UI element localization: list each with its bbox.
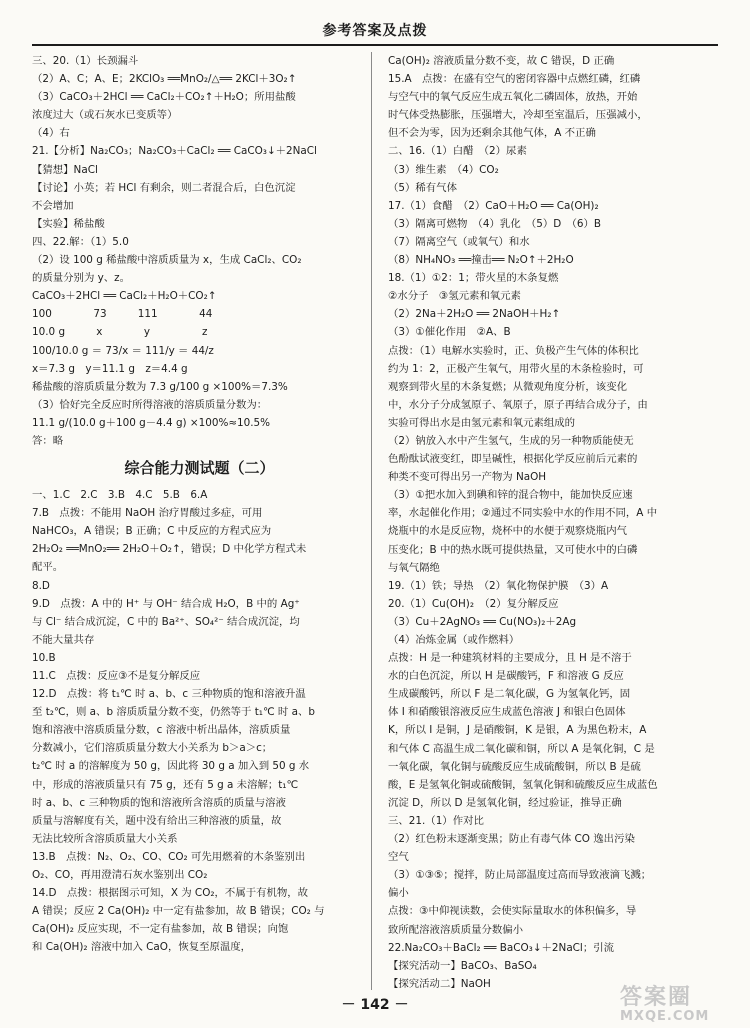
answer-line: t₂℃ 时 a 的溶解度为 50 g，因此将 30 g a 加入到 50 g 水	[32, 760, 310, 773]
answer-line: 分数减小，它们溶质质量分数大小关系为 b＞a＞c；	[32, 742, 273, 755]
answer-line: （3）Cu＋2AgNO₃ ══ Cu(NO₃)₂＋2Ag	[388, 615, 577, 628]
answer-line: （3）恰好完全反应时所得溶液的溶质质量分数为：	[32, 398, 268, 411]
concentration-equation: 稀盐酸的溶质质量分数为 7.3 g/100 g ×100%＝7.3%	[32, 380, 288, 393]
answer-line: （3）隔离可燃物 （4）乳化 （5）D （6）B	[388, 217, 602, 230]
answer-line: 一氧化碳，氧化铜与硫酸反应生成硫酸铜，所以 B 是硫	[388, 760, 641, 773]
answer-line: 色酚酞试液变红，即呈碱性，根据化学反应前后元素的	[388, 453, 638, 466]
answer-line: 不会增加	[32, 199, 74, 212]
answer-line: CaCO₃＋2HCl ══ CaCl₂＋H₂O＋CO₂↑	[32, 290, 217, 303]
answer-line: x＝7.3 g y＝11.1 g z＝4.4 g	[32, 362, 188, 375]
answer-line: 沉淀 D，所以 D 是氢氧化铜，经过验证，推导正确	[388, 796, 622, 809]
answer-line: 20.（1）Cu(OH)₂ （2）复分解反应	[388, 597, 559, 610]
answer-line: （2）红色粉末逐渐变黑；防止有毒气体 CO 逸出污染	[388, 833, 635, 846]
watermark-logo	[620, 986, 736, 1024]
answer-line: 【探究活动二】NaOH	[388, 977, 491, 990]
answer-line: 种类不变可得出另一产物为 NaOH	[388, 471, 547, 484]
answer-line: 10.B	[32, 651, 56, 664]
answer-line: 与空气中的氧气反应生成五氧化二磷固体，放热，开始	[388, 91, 638, 104]
column-divider	[371, 52, 372, 990]
answer-line: 10.0 g x y z	[32, 326, 208, 339]
answer-line: 点拨：（1）电解水实验时，正、负极产生气体的体积比	[388, 344, 639, 357]
answer-line: 空气	[388, 851, 409, 864]
answer-line: 13.B 点拨：N₂、O₂、CO、CO₂ 可先用燃着的木条鉴别出	[32, 850, 306, 863]
answer-line: O₂、CO，再用澄清石灰水鉴别出 CO₂	[32, 869, 208, 882]
answer-line: 生成碳酸钙，所以 F 是二氧化碳，G 为氢氧化钙，固	[388, 688, 631, 701]
answer-line: 【探究活动一】BaCO₃、BaSO₄	[388, 959, 537, 972]
answer-line: （5）稀有气体	[388, 181, 457, 194]
left-column	[32, 52, 367, 957]
answer-line: 的质量分别为 y、z。	[32, 272, 131, 285]
answer-line: 时 a、b、c 三种物质的饱和溶液所含溶质的质量与溶液	[32, 796, 286, 809]
answer-block-a	[32, 52, 367, 342]
page-number: － 142 －	[341, 997, 409, 1013]
answer-line: 致所配溶液溶质质量分数偏小	[388, 923, 524, 936]
answer-line: ②水分子 ③氢元素和氧元素	[388, 290, 521, 303]
answer-line: 无法比较所含溶质质量大小关系	[32, 832, 178, 845]
answer-line: 18.（1）①2：1；带火星的木条复燃	[388, 272, 559, 285]
answer-line: 三、21.（1）作对比	[388, 814, 484, 827]
answer-line: 19.（1）铁；导热 （2）氧化物保护膜 （3）A	[388, 579, 609, 592]
answer-line: 7.B 点拨：不能用 NaOH 治疗胃酸过多症，可用	[32, 507, 263, 520]
answer-line: （4）冶炼金属（或作燃料）	[388, 634, 520, 646]
answer-line: 21.【分析】Na₂CO₃；Na₂CO₃＋CaCl₂ ══ CaCO₃↓＋2NaCl	[32, 145, 317, 158]
answer-line: Ca(OH)₂ 溶液质量分数不变，故 C 错误，D 正确	[388, 55, 615, 67]
watermark-text: 答案圈	[620, 985, 693, 1010]
answer-line: （3）①把水加入到碘和锌的混合物中，能加快反应速	[388, 489, 633, 502]
answer-line: 压变化；B 中的热水既可提供热量，又可使水中的白磷	[388, 543, 638, 556]
answer-line: K，所以 I 是铜，J 是硝酸铜，K 是银，A 为黑色粉末，A	[388, 724, 647, 737]
answer-line: （2）设 100 g 稀盐酸中溶质质量为 x，生成 CaCl₂、CO₂	[32, 254, 302, 267]
answer-line: 100 73 111 44	[32, 308, 213, 321]
answer-line: 一、1.C 2.C 3.B 4.C 5.B 6.A	[32, 489, 208, 502]
answer-line: 8.D	[32, 579, 50, 592]
answer-line: 与 Cl⁻ 结合成沉淀，C 中的 Ba²⁺、SO₄²⁻ 结合成沉淀，均	[32, 615, 300, 628]
answer-line: 饱和溶液中溶质质量分数，c 溶液中析出晶体，溶质质量	[32, 724, 291, 737]
answer-line: （2）钠放入水中产生氢气，生成的另一种物质能使无	[388, 434, 634, 447]
answer-line: 烧瓶中的水是反应物，烧杯中的水便于观察烧瓶内气	[388, 525, 627, 538]
answer-line: 浓度过大（或石灰水已变质等）	[32, 109, 178, 122]
answer-line: 14.D 点拨：根据图示可知，X 为 CO₂，不属于有机物，故	[32, 887, 309, 900]
answer-line: 四、22.解：（1）5.0	[32, 235, 129, 248]
answer-line: 和气体 C 高温生成二氧化碳和铜，所以 A 是氧化铜，C 是	[388, 742, 655, 755]
answer-line: 观察到带火星的木条复燃；从微观角度分析，该变化	[388, 380, 627, 393]
answer-line: 但不会为零，因为还剩余其他气体，A 不正确	[388, 127, 596, 140]
section-title: 综合能力测试题（二）	[124, 459, 275, 478]
answer-block-e	[32, 486, 367, 956]
page-title: 参考答案及点拨	[322, 23, 428, 39]
answer-line: （2）2Na＋2H₂O ══ 2NaOH＋H₂↑	[388, 308, 561, 321]
answer-line: 质量与溶解度有关，题中没有给出三种溶液的质量，故	[32, 814, 282, 827]
answer-line: 配平。	[32, 561, 64, 574]
answer-line: 点拨：H 是一种建筑材料的主要成分，且 H 是不溶于	[388, 652, 632, 665]
answer-line: 【讨论】小英；若 HCl 有剩余，则二者混合后，白色沉淀	[32, 181, 296, 194]
watermark-url: MXQE.COM	[620, 1009, 710, 1024]
answer-line: 中，水分子分成氢原子、氧原子，原子再结合成分子，由	[388, 398, 648, 411]
answer-line: 二、16.（1）白醋 （2）尿素	[388, 145, 527, 158]
answer-line: 体 I 和硝酸银溶液反应生成蓝色溶液 J 和银白色固体	[388, 706, 626, 719]
answer-line: Ca(OH)₂ 反应实现，不一定有盐参加，故 B 错误；向饱	[32, 923, 289, 936]
answer-line: 至 t₂℃，则 a、b 溶质质量分数不变，仍然等于 t₁℃ 时 a、b	[32, 706, 315, 719]
answer-line: （4）右	[32, 127, 70, 140]
answer-line: 率，水起催化作用；②通过不同实验中水的作用不同，A 中	[388, 507, 658, 520]
answer-line: A 错误；反应 2 Ca(OH)₂ 中一定有盐参加，故 B 错误；CO₂ 与	[32, 905, 325, 918]
answer-line: （3）①③⑤；搅拌，防止局部温度过高而导致液滴飞溅；	[388, 869, 652, 882]
answer-line: 约为 1：2，正极产生氧气，用带火星的木条检验时，可	[388, 362, 644, 375]
answer-line: （3）①催化作用 ②A、B	[388, 326, 511, 339]
answer-line: 实验可得出水是由氢元素和氧元素组成的	[388, 416, 576, 429]
page-header	[32, 12, 718, 46]
answer-line: 点拨：③中仰视读数，会使实际量取水的体积偏多，导	[388, 905, 637, 918]
answer-line: （2）A、C；A、E；2KClO₃ ══MnO₂/△══ 2KCl＋3O₂↑	[32, 73, 297, 86]
answer-line: 中，形成的溶液质量只有 75 g，还有 5 g a 未溶解；t₁℃	[32, 778, 299, 791]
answer-line: 【猜想】NaCl	[32, 163, 98, 176]
answer-line: （3）CaCO₃＋2HCl ══ CaCl₂＋CO₂↑＋H₂O；所用盐酸	[32, 91, 296, 104]
right-column	[388, 52, 723, 993]
answer-line: （7）隔离空气（或氧气）和水	[388, 235, 530, 248]
answer-line: 答：略	[32, 434, 64, 447]
answer-line: 22.Na₂CO₃＋BaCl₂ ══ BaCO₃↓＋2NaCl；引流	[388, 941, 614, 954]
answer-line: （3）维生素 （4）CO₂	[388, 163, 499, 176]
answer-line: 15.A 点拨：在盛有空气的密闭容器中点燃红磷，红磷	[388, 73, 641, 86]
answer-line: 水的白色沉淀，所以 H 是碳酸钙，F 和溶液 G 反应	[388, 670, 624, 683]
answer-line: 不能大量共存	[32, 633, 95, 646]
answer-line: 11.C 点拨：反应③不是复分解反应	[32, 670, 201, 682]
answer-line: 和 Ca(OH)₂ 溶液中加入 CaO，恢复至原温度，	[32, 941, 252, 954]
answer-line: 12.D 点拨：将 t₁℃ 时 a、b、c 三种物质的饱和溶液升温	[32, 688, 306, 701]
final-equation: 11.1 g/(10.0 g＋100 g－4.4 g) ×100%≈10.5%	[32, 416, 271, 429]
answer-line: NaHCO₃，A 错误；B 正确；C 中反应的方程式应为	[32, 525, 272, 538]
answer-line: 17.（1）食醋 （2）CaO＋H₂O ══ Ca(OH)₂	[388, 199, 599, 212]
answer-line: 2H₂O₂ ══MnO₂══ 2H₂O＋O₂↑，错误；D 中化学方程式未	[32, 543, 307, 556]
answer-line: 与氧气隔绝	[388, 561, 440, 574]
answer-line: 酸，E 是氢氧化铜或硫酸铜，氢氧化铜和硫酸反应生成蓝色	[388, 778, 658, 791]
answer-line: （8）NH₄NO₃ ══撞击══ N₂O↑＋2H₂O	[388, 254, 574, 267]
answer-line: 时气体受热膨胀，压强增大，冷却至室温后，压强减小，	[388, 109, 648, 122]
answer-line: 偏小	[388, 887, 409, 900]
ratio-equation: 100/10.0 g ＝ 73/x ＝ 111/y ＝ 44/z	[32, 344, 214, 357]
answer-line: 9.D 点拨：A 中的 H⁺ 与 OH⁻ 结合成 H₂O，B 中的 Ag⁺	[32, 597, 300, 610]
answer-line: 三、20.（1）长颈漏斗	[32, 55, 139, 67]
answer-line: 【实验】稀盐酸	[32, 217, 105, 230]
